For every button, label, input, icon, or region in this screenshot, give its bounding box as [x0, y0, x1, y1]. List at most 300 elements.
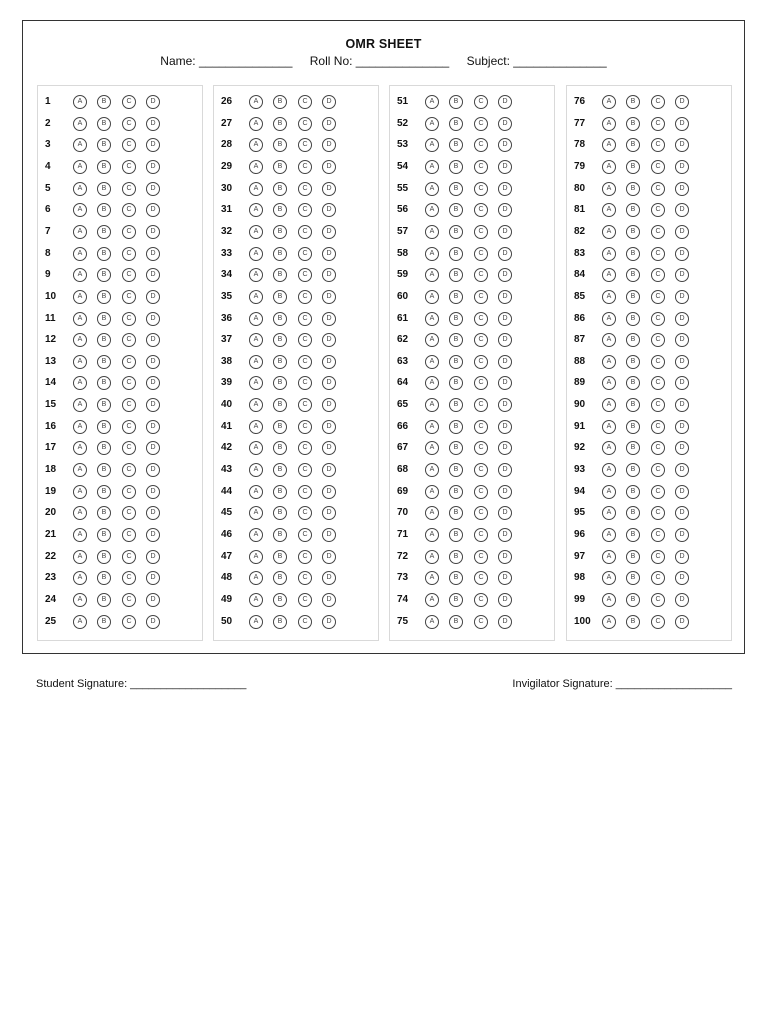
answer-bubble-b[interactable]: B [449, 506, 463, 520]
answer-bubble-b[interactable]: B [97, 333, 111, 347]
answer-bubble-c[interactable]: C [651, 420, 665, 434]
answer-bubble-a[interactable]: A [602, 506, 616, 520]
answer-bubble-c[interactable]: C [474, 615, 488, 629]
answer-bubble-a[interactable]: A [425, 117, 439, 131]
answer-bubble-b[interactable]: B [626, 441, 640, 455]
answer-bubble-d[interactable]: D [498, 160, 512, 174]
answer-bubble-b[interactable]: B [449, 247, 463, 261]
answer-bubble-d[interactable]: D [146, 615, 160, 629]
answer-bubble-d[interactable]: D [675, 333, 689, 347]
answer-bubble-d[interactable]: D [146, 420, 160, 434]
answer-bubble-b[interactable]: B [273, 593, 287, 607]
answer-bubble-b[interactable]: B [626, 355, 640, 369]
answer-bubble-d[interactable]: D [498, 333, 512, 347]
answer-bubble-b[interactable]: B [449, 268, 463, 282]
answer-bubble-d[interactable]: D [498, 376, 512, 390]
answer-bubble-c[interactable]: C [651, 485, 665, 499]
answer-bubble-d[interactable]: D [322, 615, 336, 629]
answer-bubble-a[interactable]: A [602, 355, 616, 369]
answer-bubble-a[interactable]: A [249, 593, 263, 607]
answer-bubble-c[interactable]: C [298, 441, 312, 455]
answer-bubble-d[interactable]: D [146, 138, 160, 152]
answer-bubble-d[interactable]: D [498, 506, 512, 520]
answer-bubble-b[interactable]: B [626, 376, 640, 390]
answer-bubble-a[interactable]: A [249, 160, 263, 174]
answer-bubble-c[interactable]: C [122, 355, 136, 369]
answer-bubble-d[interactable]: D [146, 376, 160, 390]
answer-bubble-d[interactable]: D [322, 225, 336, 239]
answer-bubble-b[interactable]: B [273, 247, 287, 261]
answer-bubble-a[interactable]: A [73, 376, 87, 390]
answer-bubble-a[interactable]: A [425, 550, 439, 564]
answer-bubble-c[interactable]: C [474, 182, 488, 196]
answer-bubble-a[interactable]: A [73, 485, 87, 499]
answer-bubble-a[interactable]: A [602, 333, 616, 347]
answer-bubble-c[interactable]: C [474, 203, 488, 217]
answer-bubble-a[interactable]: A [425, 312, 439, 326]
answer-bubble-a[interactable]: A [73, 247, 87, 261]
answer-bubble-a[interactable]: A [425, 290, 439, 304]
answer-bubble-b[interactable]: B [449, 376, 463, 390]
answer-bubble-a[interactable]: A [602, 420, 616, 434]
answer-bubble-a[interactable]: A [249, 506, 263, 520]
answer-bubble-b[interactable]: B [97, 463, 111, 477]
answer-bubble-c[interactable]: C [298, 571, 312, 585]
answer-bubble-b[interactable]: B [273, 506, 287, 520]
answer-bubble-c[interactable]: C [474, 593, 488, 607]
answer-bubble-a[interactable]: A [425, 420, 439, 434]
answer-bubble-c[interactable]: C [474, 160, 488, 174]
answer-bubble-b[interactable]: B [97, 203, 111, 217]
answer-bubble-c[interactable]: C [651, 95, 665, 109]
answer-bubble-c[interactable]: C [122, 182, 136, 196]
answer-bubble-a[interactable]: A [73, 506, 87, 520]
answer-bubble-c[interactable]: C [474, 138, 488, 152]
student-signature-line[interactable]: Student Signature: ___________________ [36, 678, 247, 690]
answer-bubble-d[interactable]: D [322, 203, 336, 217]
answer-bubble-c[interactable]: C [298, 376, 312, 390]
answer-bubble-b[interactable]: B [449, 441, 463, 455]
answer-bubble-a[interactable]: A [249, 441, 263, 455]
answer-bubble-c[interactable]: C [122, 268, 136, 282]
answer-bubble-d[interactable]: D [498, 290, 512, 304]
answer-bubble-a[interactable]: A [425, 441, 439, 455]
answer-bubble-b[interactable]: B [626, 398, 640, 412]
answer-bubble-d[interactable]: D [498, 485, 512, 499]
answer-bubble-a[interactable]: A [73, 290, 87, 304]
answer-bubble-b[interactable]: B [273, 203, 287, 217]
answer-bubble-a[interactable]: A [73, 615, 87, 629]
answer-bubble-c[interactable]: C [651, 333, 665, 347]
answer-bubble-c[interactable]: C [474, 571, 488, 585]
answer-bubble-c[interactable]: C [122, 160, 136, 174]
answer-bubble-a[interactable]: A [73, 160, 87, 174]
answer-bubble-d[interactable]: D [498, 420, 512, 434]
answer-bubble-c[interactable]: C [122, 441, 136, 455]
answer-bubble-d[interactable]: D [322, 528, 336, 542]
answer-bubble-a[interactable]: A [73, 550, 87, 564]
answer-bubble-a[interactable]: A [73, 528, 87, 542]
answer-bubble-a[interactable]: A [249, 203, 263, 217]
answer-bubble-c[interactable]: C [651, 506, 665, 520]
answer-bubble-d[interactable]: D [322, 247, 336, 261]
answer-bubble-c[interactable]: C [122, 463, 136, 477]
answer-bubble-a[interactable]: A [249, 615, 263, 629]
answer-bubble-d[interactable]: D [498, 312, 512, 326]
answer-bubble-b[interactable]: B [626, 615, 640, 629]
answer-bubble-c[interactable]: C [122, 95, 136, 109]
answer-bubble-d[interactable]: D [498, 203, 512, 217]
answer-bubble-b[interactable]: B [449, 95, 463, 109]
answer-bubble-a[interactable]: A [602, 463, 616, 477]
answer-bubble-a[interactable]: A [73, 333, 87, 347]
answer-bubble-a[interactable]: A [425, 182, 439, 196]
answer-bubble-c[interactable]: C [474, 355, 488, 369]
answer-bubble-a[interactable]: A [602, 615, 616, 629]
answer-bubble-a[interactable]: A [425, 376, 439, 390]
answer-bubble-a[interactable]: A [73, 593, 87, 607]
answer-bubble-d[interactable]: D [146, 117, 160, 131]
answer-bubble-d[interactable]: D [146, 312, 160, 326]
answer-bubble-d[interactable]: D [675, 376, 689, 390]
answer-bubble-a[interactable]: A [602, 528, 616, 542]
answer-bubble-b[interactable]: B [97, 225, 111, 239]
answer-bubble-d[interactable]: D [146, 225, 160, 239]
answer-bubble-d[interactable]: D [498, 441, 512, 455]
answer-bubble-c[interactable]: C [651, 290, 665, 304]
answer-bubble-c[interactable]: C [122, 312, 136, 326]
answer-bubble-b[interactable]: B [273, 463, 287, 477]
answer-bubble-d[interactable]: D [146, 506, 160, 520]
answer-bubble-b[interactable]: B [626, 203, 640, 217]
answer-bubble-d[interactable]: D [675, 593, 689, 607]
answer-bubble-a[interactable]: A [249, 95, 263, 109]
answer-bubble-a[interactable]: A [425, 615, 439, 629]
answer-bubble-b[interactable]: B [273, 571, 287, 585]
answer-bubble-d[interactable]: D [322, 485, 336, 499]
answer-bubble-c[interactable]: C [298, 528, 312, 542]
answer-bubble-a[interactable]: A [249, 376, 263, 390]
answer-bubble-a[interactable]: A [73, 203, 87, 217]
answer-bubble-b[interactable]: B [626, 312, 640, 326]
answer-bubble-c[interactable]: C [474, 95, 488, 109]
answer-bubble-c[interactable]: C [474, 225, 488, 239]
answer-bubble-d[interactable]: D [675, 138, 689, 152]
answer-bubble-a[interactable]: A [249, 571, 263, 585]
answer-bubble-d[interactable]: D [146, 160, 160, 174]
answer-bubble-d[interactable]: D [322, 160, 336, 174]
answer-bubble-d[interactable]: D [498, 463, 512, 477]
answer-bubble-b[interactable]: B [97, 593, 111, 607]
answer-bubble-c[interactable]: C [122, 550, 136, 564]
answer-bubble-a[interactable]: A [602, 95, 616, 109]
answer-bubble-b[interactable]: B [273, 117, 287, 131]
answer-bubble-d[interactable]: D [675, 420, 689, 434]
answer-bubble-c[interactable]: C [651, 355, 665, 369]
answer-bubble-a[interactable]: A [249, 247, 263, 261]
answer-bubble-c[interactable]: C [122, 571, 136, 585]
answer-bubble-a[interactable]: A [249, 420, 263, 434]
answer-bubble-d[interactable]: D [675, 398, 689, 412]
answer-bubble-b[interactable]: B [449, 615, 463, 629]
answer-bubble-d[interactable]: D [146, 290, 160, 304]
answer-bubble-d[interactable]: D [675, 203, 689, 217]
answer-bubble-b[interactable]: B [626, 550, 640, 564]
answer-bubble-c[interactable]: C [298, 290, 312, 304]
answer-bubble-d[interactable]: D [675, 441, 689, 455]
answer-bubble-b[interactable]: B [273, 485, 287, 499]
answer-bubble-c[interactable]: C [122, 420, 136, 434]
answer-bubble-d[interactable]: D [498, 182, 512, 196]
answer-bubble-b[interactable]: B [449, 463, 463, 477]
answer-bubble-c[interactable]: C [651, 593, 665, 607]
answer-bubble-d[interactable]: D [498, 528, 512, 542]
answer-bubble-d[interactable]: D [498, 398, 512, 412]
answer-bubble-d[interactable]: D [498, 571, 512, 585]
answer-bubble-c[interactable]: C [298, 203, 312, 217]
answer-bubble-a[interactable]: A [602, 550, 616, 564]
answer-bubble-d[interactable]: D [498, 615, 512, 629]
answer-bubble-a[interactable]: A [602, 268, 616, 282]
answer-bubble-c[interactable]: C [474, 117, 488, 131]
answer-bubble-a[interactable]: A [249, 312, 263, 326]
answer-bubble-d[interactable]: D [146, 485, 160, 499]
answer-bubble-d[interactable]: D [675, 463, 689, 477]
answer-bubble-d[interactable]: D [675, 355, 689, 369]
answer-bubble-a[interactable]: A [602, 138, 616, 152]
answer-bubble-b[interactable]: B [97, 182, 111, 196]
answer-bubble-b[interactable]: B [273, 138, 287, 152]
answer-bubble-c[interactable]: C [474, 247, 488, 261]
answer-bubble-d[interactable]: D [322, 312, 336, 326]
answer-bubble-b[interactable]: B [97, 117, 111, 131]
answer-bubble-b[interactable]: B [449, 398, 463, 412]
answer-bubble-b[interactable]: B [449, 355, 463, 369]
answer-bubble-b[interactable]: B [449, 528, 463, 542]
answer-bubble-a[interactable]: A [73, 268, 87, 282]
answer-bubble-b[interactable]: B [97, 95, 111, 109]
answer-bubble-a[interactable]: A [425, 203, 439, 217]
answer-bubble-c[interactable]: C [474, 506, 488, 520]
answer-bubble-a[interactable]: A [73, 463, 87, 477]
answer-bubble-d[interactable]: D [146, 355, 160, 369]
answer-bubble-b[interactable]: B [449, 117, 463, 131]
answer-bubble-c[interactable]: C [122, 485, 136, 499]
answer-bubble-a[interactable]: A [73, 420, 87, 434]
answer-bubble-c[interactable]: C [651, 182, 665, 196]
answer-bubble-d[interactable]: D [675, 528, 689, 542]
answer-bubble-a[interactable]: A [602, 182, 616, 196]
answer-bubble-a[interactable]: A [425, 247, 439, 261]
answer-bubble-c[interactable]: C [122, 203, 136, 217]
answer-bubble-c[interactable]: C [474, 528, 488, 542]
answer-bubble-c[interactable]: C [651, 441, 665, 455]
answer-bubble-a[interactable]: A [425, 138, 439, 152]
answer-bubble-c[interactable]: C [651, 247, 665, 261]
answer-bubble-c[interactable]: C [474, 550, 488, 564]
answer-bubble-a[interactable]: A [249, 463, 263, 477]
answer-bubble-d[interactable]: D [498, 268, 512, 282]
answer-bubble-b[interactable]: B [626, 420, 640, 434]
answer-bubble-b[interactable]: B [97, 615, 111, 629]
answer-bubble-a[interactable]: A [602, 398, 616, 412]
answer-bubble-d[interactable]: D [322, 95, 336, 109]
answer-bubble-d[interactable]: D [322, 376, 336, 390]
answer-bubble-d[interactable]: D [146, 593, 160, 607]
answer-bubble-d[interactable]: D [322, 138, 336, 152]
answer-bubble-a[interactable]: A [73, 117, 87, 131]
answer-bubble-c[interactable]: C [298, 485, 312, 499]
answer-bubble-d[interactable]: D [498, 225, 512, 239]
answer-bubble-b[interactable]: B [97, 290, 111, 304]
answer-bubble-d[interactable]: D [146, 571, 160, 585]
answer-bubble-a[interactable]: A [425, 160, 439, 174]
answer-bubble-d[interactable]: D [146, 441, 160, 455]
answer-bubble-b[interactable]: B [626, 463, 640, 477]
answer-bubble-b[interactable]: B [449, 225, 463, 239]
answer-bubble-a[interactable]: A [602, 312, 616, 326]
answer-bubble-a[interactable]: A [602, 160, 616, 174]
answer-bubble-c[interactable]: C [122, 593, 136, 607]
answer-bubble-a[interactable]: A [249, 528, 263, 542]
answer-bubble-d[interactable]: D [498, 138, 512, 152]
answer-bubble-b[interactable]: B [97, 376, 111, 390]
answer-bubble-c[interactable]: C [298, 463, 312, 477]
answer-bubble-c[interactable]: C [298, 182, 312, 196]
answer-bubble-a[interactable]: A [249, 268, 263, 282]
answer-bubble-b[interactable]: B [273, 268, 287, 282]
answer-bubble-c[interactable]: C [122, 528, 136, 542]
answer-bubble-a[interactable]: A [249, 355, 263, 369]
answer-bubble-d[interactable]: D [322, 398, 336, 412]
answer-bubble-c[interactable]: C [474, 333, 488, 347]
answer-bubble-d[interactable]: D [146, 182, 160, 196]
answer-bubble-c[interactable]: C [298, 593, 312, 607]
answer-bubble-b[interactable]: B [273, 615, 287, 629]
answer-bubble-a[interactable]: A [425, 355, 439, 369]
answer-bubble-c[interactable]: C [651, 615, 665, 629]
answer-bubble-d[interactable]: D [498, 593, 512, 607]
answer-bubble-a[interactable]: A [602, 441, 616, 455]
answer-bubble-b[interactable]: B [449, 420, 463, 434]
answer-bubble-b[interactable]: B [626, 117, 640, 131]
answer-bubble-d[interactable]: D [675, 160, 689, 174]
answer-bubble-c[interactable]: C [298, 138, 312, 152]
answer-bubble-c[interactable]: C [474, 463, 488, 477]
answer-bubble-c[interactable]: C [122, 333, 136, 347]
answer-bubble-b[interactable]: B [449, 182, 463, 196]
answer-bubble-c[interactable]: C [298, 268, 312, 282]
answer-bubble-b[interactable]: B [449, 571, 463, 585]
answer-bubble-c[interactable]: C [298, 247, 312, 261]
answer-bubble-d[interactable]: D [675, 268, 689, 282]
answer-bubble-a[interactable]: A [425, 593, 439, 607]
answer-bubble-b[interactable]: B [626, 528, 640, 542]
answer-bubble-a[interactable]: A [73, 441, 87, 455]
answer-bubble-a[interactable]: A [73, 398, 87, 412]
answer-bubble-c[interactable]: C [474, 398, 488, 412]
answer-bubble-c[interactable]: C [474, 485, 488, 499]
answer-bubble-a[interactable]: A [602, 247, 616, 261]
answer-bubble-c[interactable]: C [651, 225, 665, 239]
answer-bubble-d[interactable]: D [322, 290, 336, 304]
answer-bubble-b[interactable]: B [449, 485, 463, 499]
answer-bubble-a[interactable]: A [249, 138, 263, 152]
answer-bubble-d[interactable]: D [322, 420, 336, 434]
answer-bubble-d[interactable]: D [322, 550, 336, 564]
answer-bubble-d[interactable]: D [498, 550, 512, 564]
answer-bubble-c[interactable]: C [298, 398, 312, 412]
answer-bubble-a[interactable]: A [602, 376, 616, 390]
answer-bubble-c[interactable]: C [122, 290, 136, 304]
answer-bubble-b[interactable]: B [626, 160, 640, 174]
answer-bubble-c[interactable]: C [474, 312, 488, 326]
answer-bubble-c[interactable]: C [651, 571, 665, 585]
answer-bubble-c[interactable]: C [298, 615, 312, 629]
answer-bubble-b[interactable]: B [273, 376, 287, 390]
answer-bubble-a[interactable]: A [249, 290, 263, 304]
answer-bubble-d[interactable]: D [675, 550, 689, 564]
answer-bubble-d[interactable]: D [146, 463, 160, 477]
answer-bubble-d[interactable]: D [675, 117, 689, 131]
answer-bubble-b[interactable]: B [449, 312, 463, 326]
answer-bubble-d[interactable]: D [322, 463, 336, 477]
answer-bubble-d[interactable]: D [322, 506, 336, 520]
answer-bubble-c[interactable]: C [298, 506, 312, 520]
answer-bubble-c[interactable]: C [651, 312, 665, 326]
answer-bubble-c[interactable]: C [298, 420, 312, 434]
answer-bubble-a[interactable]: A [425, 485, 439, 499]
answer-bubble-a[interactable]: A [425, 225, 439, 239]
answer-bubble-c[interactable]: C [474, 441, 488, 455]
answer-bubble-d[interactable]: D [146, 550, 160, 564]
answer-bubble-a[interactable]: A [425, 398, 439, 412]
answer-bubble-a[interactable]: A [249, 225, 263, 239]
answer-bubble-b[interactable]: B [449, 203, 463, 217]
answer-bubble-b[interactable]: B [97, 420, 111, 434]
answer-bubble-c[interactable]: C [474, 290, 488, 304]
answer-bubble-c[interactable]: C [122, 138, 136, 152]
answer-bubble-b[interactable]: B [626, 571, 640, 585]
answer-bubble-a[interactable]: A [602, 117, 616, 131]
answer-bubble-a[interactable]: A [73, 355, 87, 369]
answer-bubble-b[interactable]: B [626, 268, 640, 282]
answer-bubble-b[interactable]: B [97, 312, 111, 326]
answer-bubble-d[interactable]: D [146, 528, 160, 542]
answer-bubble-b[interactable]: B [273, 355, 287, 369]
answer-bubble-d[interactable]: D [498, 355, 512, 369]
answer-bubble-a[interactable]: A [425, 333, 439, 347]
answer-bubble-b[interactable]: B [273, 398, 287, 412]
answer-bubble-c[interactable]: C [651, 160, 665, 174]
answer-bubble-b[interactable]: B [449, 290, 463, 304]
answer-bubble-a[interactable]: A [73, 138, 87, 152]
answer-bubble-c[interactable]: C [122, 117, 136, 131]
answer-bubble-a[interactable]: A [249, 398, 263, 412]
answer-bubble-b[interactable]: B [97, 506, 111, 520]
answer-bubble-b[interactable]: B [97, 485, 111, 499]
answer-bubble-b[interactable]: B [449, 138, 463, 152]
answer-bubble-a[interactable]: A [602, 571, 616, 585]
answer-bubble-d[interactable]: D [322, 268, 336, 282]
answer-bubble-b[interactable]: B [626, 247, 640, 261]
answer-bubble-d[interactable]: D [675, 312, 689, 326]
answer-bubble-a[interactable]: A [602, 290, 616, 304]
answer-bubble-b[interactable]: B [273, 290, 287, 304]
answer-bubble-a[interactable]: A [73, 312, 87, 326]
answer-bubble-d[interactable]: D [675, 290, 689, 304]
answer-bubble-d[interactable]: D [498, 95, 512, 109]
